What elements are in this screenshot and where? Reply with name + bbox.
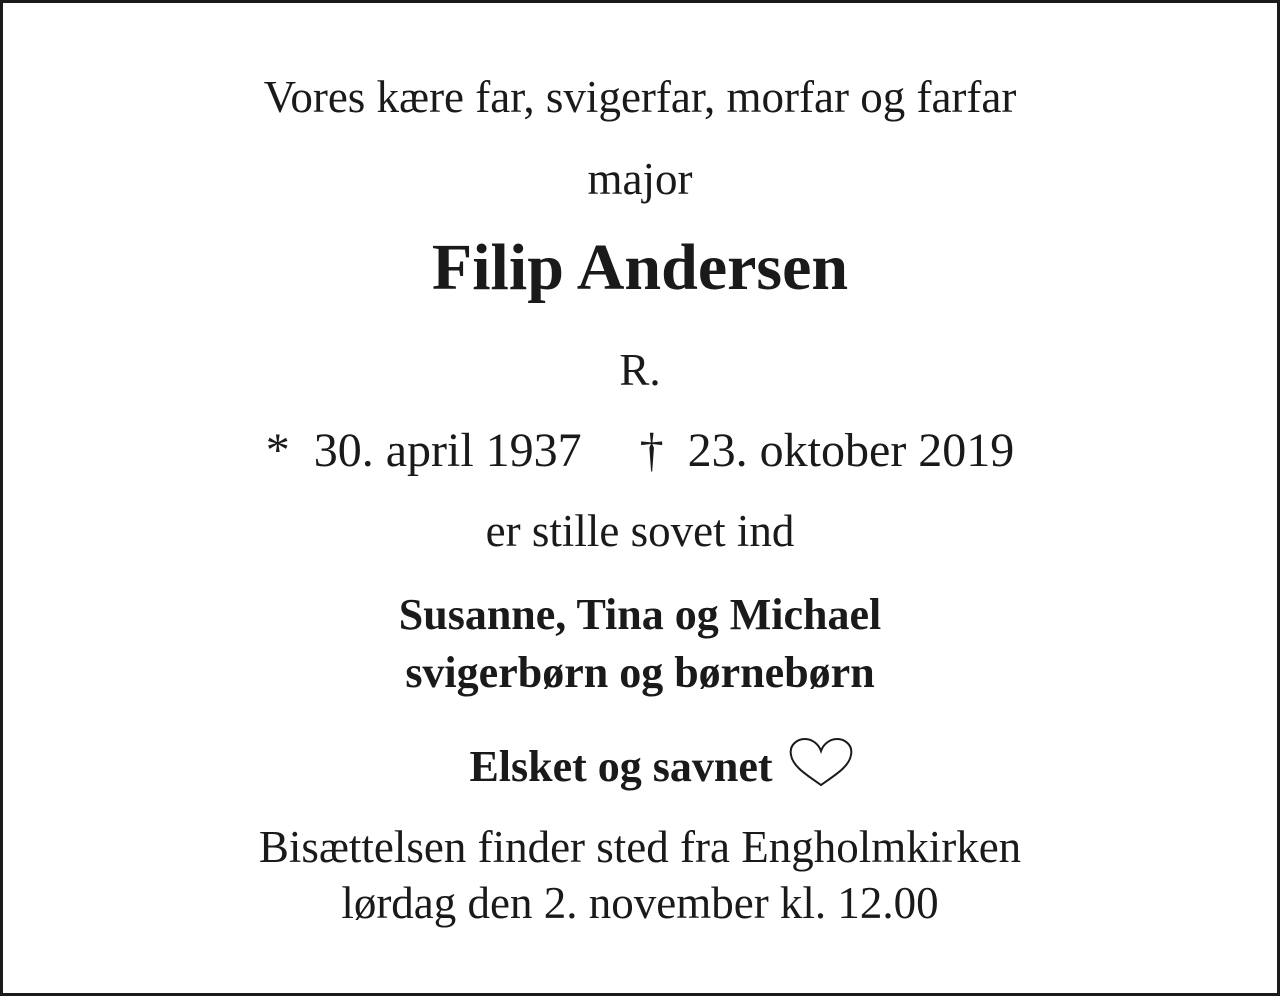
love-text: Elsket og savnet: [469, 742, 773, 791]
intro-text: Vores kære far, svigerfar, morfar og farfar: [263, 72, 1017, 122]
honor-text: R.: [619, 345, 661, 395]
family-line-2: svigerbørn og børnebørn: [405, 648, 875, 697]
death-symbol: †: [639, 424, 664, 477]
family-line-1: Susanne, Tina og Michael: [398, 590, 882, 639]
birth-date: 30. april 1937: [313, 424, 582, 477]
heart-outline-icon: [787, 737, 855, 797]
life-dates: [3, 424, 1277, 477]
rank-text: major: [587, 154, 693, 204]
love-line: [3, 737, 1277, 797]
deceased-name: Filip Andersen: [431, 231, 849, 304]
birth-symbol: *: [265, 424, 290, 477]
funeral-line-1: Bisættelsen finder sted fra Engholmkirken: [258, 822, 1022, 872]
death-date: 23. oktober 2019: [687, 424, 1015, 477]
funeral-line-2: lørdag den 2. november kl. 12.00: [341, 878, 939, 928]
passing-text: er stille sovet ind: [485, 506, 795, 556]
